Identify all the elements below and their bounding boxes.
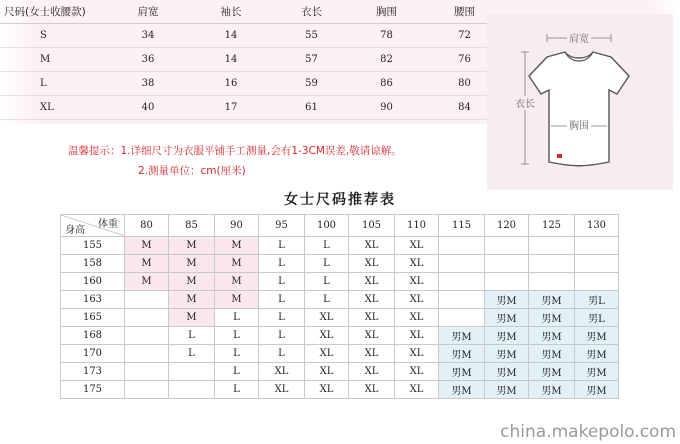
height-cell: 163 [61,291,125,309]
size-cell: XL [395,309,439,327]
height-cell: 173 [61,363,125,381]
size-cell [169,381,215,399]
size-cell [125,381,169,399]
size-cell: L [215,363,259,381]
measurement-row [0,72,505,96]
size-cell [575,273,619,291]
measurement-header-cell: 胸围 [349,0,424,24]
size-cell: M [215,273,259,291]
height-cell: 168 [61,327,125,345]
size-cell: XL [259,363,305,381]
size-cell: L [259,237,305,255]
corner-weight-label: 体重 [98,219,118,230]
measurement-cell: 14 [188,24,274,48]
size-cell: XL [395,237,439,255]
size-cell: 男M [485,291,529,309]
measurement-cell: 55 [274,24,349,48]
size-cell: L [215,309,259,327]
measurement-cell: 76 [424,48,505,72]
size-cell: 男M [439,327,485,345]
size-cell: 男M [485,309,529,327]
size-cell: XL [305,381,349,399]
size-cell: 男M [575,363,619,381]
measurement-cell: 61 [274,96,349,120]
measurement-cell: 78 [349,24,424,48]
garment-measurement-table [0,0,505,120]
size-cell: XL [395,255,439,273]
size-cell: L [259,291,305,309]
size-cell: L [215,381,259,399]
size-cell: L [215,327,259,345]
weight-header-cell: 85 [169,215,215,237]
size-cell: L [259,309,305,327]
table-row [61,255,619,273]
table-row [61,291,619,309]
measurement-notes [68,141,402,181]
size-cell: 男M [575,345,619,363]
size-cell [529,273,575,291]
size-cell: XL [349,291,395,309]
measurement-cell: S [0,24,108,48]
size-cell: M [125,255,169,273]
measurement-cell: 86 [349,72,424,96]
shoulder-label: 肩宽 [569,34,589,45]
size-cell: XL [395,327,439,345]
size-cell: 男M [529,309,575,327]
measurement-header-cell: 腰围 [424,0,505,24]
size-cell: L [259,327,305,345]
size-cell: XL [395,273,439,291]
measurement-header-cell: 肩宽 [108,0,188,24]
weight-header-cell: 115 [439,215,485,237]
weight-header-cell: 125 [529,215,575,237]
measurement-header-row [0,0,505,24]
measurement-cell: 16 [188,72,274,96]
size-cell: XL [305,363,349,381]
size-cell: XL [349,273,395,291]
weight-header-cell: 95 [259,215,305,237]
table-row [61,363,619,381]
weight-header-cell: 110 [395,215,439,237]
measurement-cell: 72 [424,24,505,48]
weight-header-cell: 90 [215,215,259,237]
measurement-header-cell: 袖长 [188,0,274,24]
size-cell: XL [305,327,349,345]
chest-label: 胸围 [569,121,589,132]
size-cell: L [215,345,259,363]
size-cell: L [305,273,349,291]
table-row [61,381,619,399]
size-cell: L [305,255,349,273]
size-cell [125,327,169,345]
tshirt-measurement-diagram [487,14,673,190]
table-row [61,345,619,363]
measurement-cell: XL [0,96,108,120]
size-cell [169,363,215,381]
table-row [61,237,619,255]
size-cell: XL [395,363,439,381]
measurement-cell: 40 [108,96,188,120]
size-cell: L [259,273,305,291]
size-cell [485,255,529,273]
measurement-cell: 57 [274,48,349,72]
weight-header-cell: 130 [575,215,619,237]
weight-header-cell: 120 [485,215,529,237]
weight-header-cell: 100 [305,215,349,237]
corner-height-label: 身高 [65,225,85,236]
height-cell: 155 [61,237,125,255]
size-cell [439,255,485,273]
size-cell: XL [395,345,439,363]
size-cell [485,237,529,255]
weight-header-cell: 105 [349,215,395,237]
measurement-cell: 82 [349,48,424,72]
height-cell: 160 [61,273,125,291]
size-cell: XL [259,381,305,399]
size-cell [575,255,619,273]
table-row [61,327,619,345]
measurement-cell: 59 [274,72,349,96]
measurement-cell: M [0,48,108,72]
size-cell: 男M [575,327,619,345]
size-cell: M [169,237,215,255]
length-label: 衣长 [515,99,535,110]
height-cell: 170 [61,345,125,363]
size-cell: XL [305,345,349,363]
size-cell: 男M [529,291,575,309]
table-row [61,273,619,291]
size-cell: M [125,273,169,291]
size-cell: L [305,291,349,309]
size-cell: M [215,237,259,255]
measurement-cell: L [0,72,108,96]
size-cell: M [125,237,169,255]
size-cell: 男M [529,345,575,363]
size-cell: XL [349,309,395,327]
note-line-2: 2.测量单位：cm(厘米) [138,165,246,177]
size-cell: 男M [439,363,485,381]
height-cell: 175 [61,381,125,399]
size-cell [125,363,169,381]
size-cell: M [215,291,259,309]
measurement-cell: 36 [108,48,188,72]
measurement-cell: 17 [188,96,274,120]
size-cell [439,309,485,327]
size-cell: XL [349,363,395,381]
watermark: china.makepolo.com [500,422,676,442]
size-cell: 男M [485,363,529,381]
measurement-cell: 84 [424,96,505,120]
measurement-cell: 34 [108,24,188,48]
size-cell: 男M [485,327,529,345]
size-recommendation-table [60,214,619,399]
measurement-cell: 38 [108,72,188,96]
size-cell: M [215,255,259,273]
size-cell: M [169,291,215,309]
size-cell: 男M [439,381,485,399]
note-line-1: 温馨提示：1.详细尺寸为衣服平铺手工测量,会有1-3CM误差,敬请谅解。 [68,145,402,157]
table-row [61,309,619,327]
measurement-row [0,96,505,120]
size-cell: 男L [575,291,619,309]
measurement-row [0,48,505,72]
size-cell: 男M [439,345,485,363]
corner-header [61,215,125,237]
size-cell: M [169,273,215,291]
size-cell: L [305,237,349,255]
height-cell: 165 [61,309,125,327]
size-cell [485,273,529,291]
size-cell [125,345,169,363]
size-cell: 男M [485,381,529,399]
size-cell: 男M [485,345,529,363]
size-cell: XL [349,345,395,363]
measurement-header-cell: 衣长 [274,0,349,24]
size-cell [575,237,619,255]
weight-header-cell: 80 [125,215,169,237]
size-cell: XL [349,381,395,399]
size-cell: 男M [575,381,619,399]
size-cell: 男L [575,309,619,327]
size-cell: L [259,345,305,363]
measurement-row [0,24,505,48]
size-cell: L [169,345,215,363]
size-cell [529,237,575,255]
size-chart-title: 女士尺码推荐表 [284,192,396,208]
size-cell: XL [395,381,439,399]
size-cell [439,237,485,255]
size-cell: 男M [529,363,575,381]
size-cell: L [169,327,215,345]
measurement-cell: 14 [188,48,274,72]
size-cell [125,309,169,327]
height-cell: 158 [61,255,125,273]
size-cell: XL [349,255,395,273]
size-cell: 男M [529,327,575,345]
size-cell: XL [395,291,439,309]
size-cell: M [169,309,215,327]
measurement-header-cell: 尺码(女士收腰款) [0,0,108,24]
size-cell: XL [349,237,395,255]
size-cell: 男M [529,381,575,399]
size-cell: XL [349,327,395,345]
size-cell [439,291,485,309]
size-cell: XL [305,309,349,327]
size-cell [529,255,575,273]
size-cell [125,291,169,309]
measurement-cell: 90 [349,96,424,120]
size-cell: L [259,255,305,273]
measurement-cell: 80 [424,72,505,96]
size-cell: M [169,255,215,273]
size-cell [439,273,485,291]
